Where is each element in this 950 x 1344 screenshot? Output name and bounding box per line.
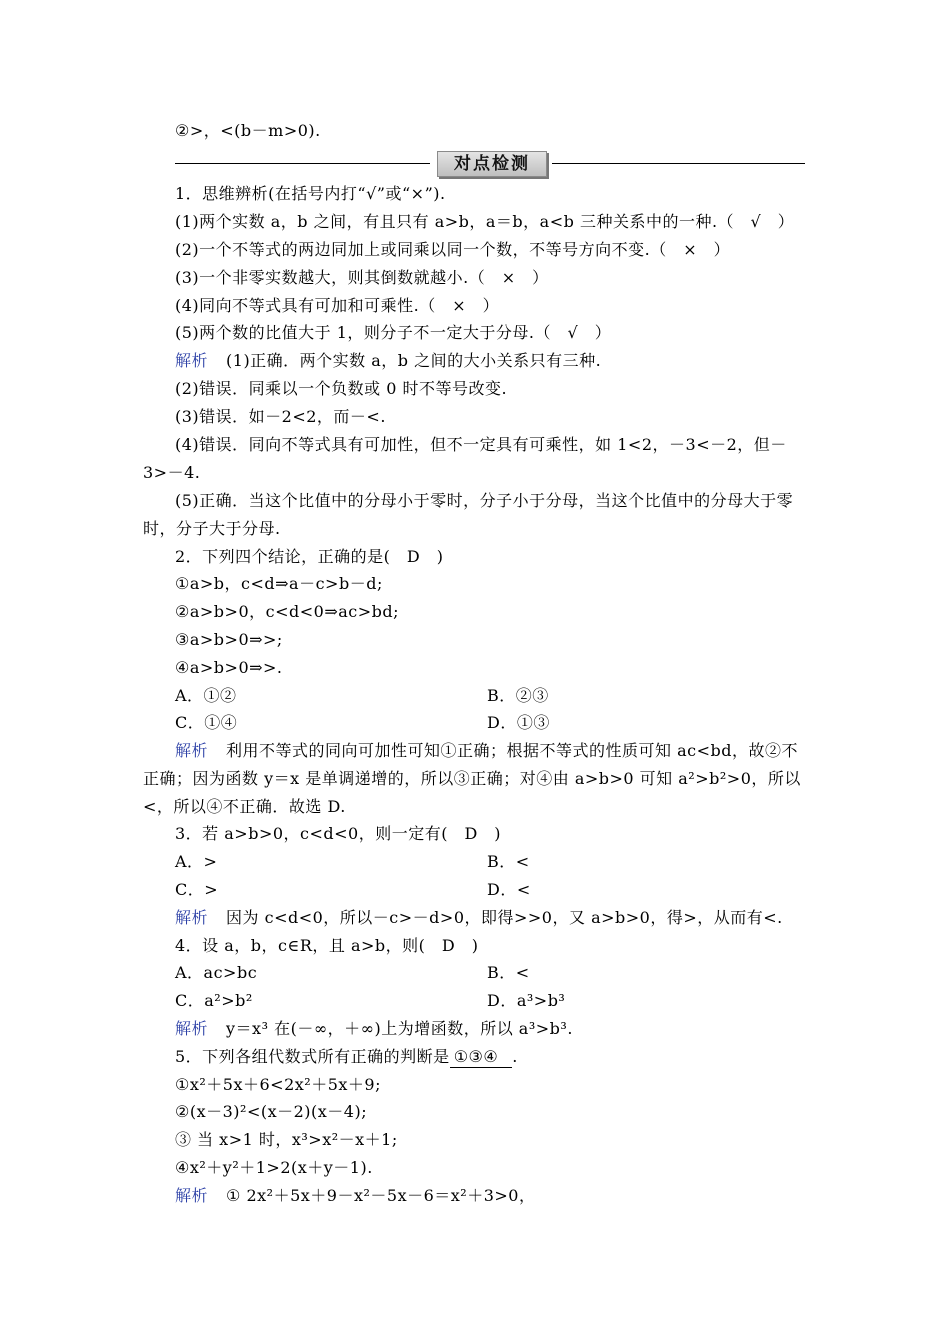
analysis-label: 解析 xyxy=(175,1186,209,1205)
question-2-item: ②a>b>0，c<d<0⇒ac>bd; xyxy=(175,602,400,621)
question-1-item-1: (1)两个实数 a，b 之间，有且只有 a>b，a＝b，a<b 三种关系中的一种.（ √ ） xyxy=(175,212,795,231)
analysis-label: 解析 xyxy=(175,351,209,370)
option-c: C．> xyxy=(175,880,219,899)
analysis-label: 解析 xyxy=(175,1019,209,1038)
analysis-1-line: (2)错误．同乘以一个负数或 0 时不等号改变. xyxy=(175,379,508,398)
option-b: B．< xyxy=(487,963,530,982)
option-b: B．< xyxy=(487,852,530,871)
answer-blank: ①③④ xyxy=(450,1047,513,1068)
analysis-5: 解析 ① 2x²＋5x＋9－x²－5x－6＝x²＋3>0， xyxy=(175,1186,536,1205)
question-1: 1．思维辨析(在括号内打“√”或“×”). xyxy=(175,184,446,203)
option-d: D．< xyxy=(487,880,531,899)
question-5-item: ③ 当 x>1 时，x³>x²－x＋1; xyxy=(175,1130,398,1149)
section-title: 对点检测 xyxy=(454,154,530,174)
question-2-item: ①a>b，c<d⇒a－c>b－d; xyxy=(175,574,383,593)
banner-right-rule xyxy=(552,163,805,164)
question-5: 5．下列各组代数式所有正确的判断是 ①③④ . xyxy=(175,1047,518,1066)
analysis-1-line: (4)错误．同向不等式具有可加性，但不一定具有可乘性，如 1<2，－3<－2，但－ xyxy=(175,435,787,454)
option-a: A．①② xyxy=(175,686,237,705)
option-c: C．①④ xyxy=(175,713,238,732)
option-d: D．①③ xyxy=(487,713,550,732)
question-5-item: ②(x－3)²<(x－2)(x－4); xyxy=(175,1102,368,1121)
question-5-item: ④x²＋y²＋1>2(x＋y－1). xyxy=(175,1158,373,1177)
option-d: D．a³>b³ xyxy=(487,991,566,1010)
banner-left-rule xyxy=(175,163,430,164)
question-2: 2．下列四个结论，正确的是( D ) xyxy=(175,547,444,566)
question-1-item-2: (2)一个不等式的两边同加上或同乘以同一个数，不等号方向不变.（ × ） xyxy=(175,240,731,259)
question-4: 4．设 a，b，c∈R，且 a>b，则( D ) xyxy=(175,936,479,955)
analysis-2-line: <，所以④不正确．故选 D. xyxy=(143,797,346,816)
analysis-4: 解析 y＝x³ 在(－∞，＋∞)上为增函数，所以 a³>b³. xyxy=(175,1019,573,1038)
question-5-item: ①x²＋5x＋6<2x²＋5x＋9; xyxy=(175,1075,381,1094)
question-2-item: ④a>b>0⇒>. xyxy=(175,658,283,677)
analysis-1-line: (3)错误．如－2<2，而－<. xyxy=(175,407,386,426)
question-3: 3．若 a>b>0，c<d<0，则一定有( D ) xyxy=(175,824,502,843)
question-1-item-3: (3)一个非零实数越大，则其倒数就越小.（ × ） xyxy=(175,268,549,287)
section-banner xyxy=(437,151,547,177)
option-a: A．> xyxy=(175,852,218,871)
analysis-3: 解析 因为 c<d<0，所以－c>－d>0，即得>>0，又 a>b>0，得>，从而有<. xyxy=(175,908,783,927)
question-1-item-5: (5)两个数的比值大于 1，则分子不一定大于分母.（ √ ） xyxy=(175,323,612,342)
option-a: A．ac>bc xyxy=(175,963,258,982)
analysis-1-line: 时，分子大于分母. xyxy=(143,519,281,538)
analysis-1: 解析 (1)正确．两个实数 a，b 之间的大小关系只有三种. xyxy=(175,351,602,370)
option-c: C．a²>b² xyxy=(175,991,253,1010)
analysis-2-line: 正确；因为函数 y＝x 是单调递增的，所以③正确；对④由 a>b>0 可知 a²>b²>0，所以 xyxy=(143,769,801,788)
text-line: ②>，<(b－m>0). xyxy=(175,121,321,140)
question-1-item-4: (4)同向不等式具有可加和可乘性.（ × ） xyxy=(175,296,500,315)
analysis-1-line: (5)正确．当这个比值中的分母小于零时，分子小于分母，当这个比值中的分母大于零 xyxy=(175,491,794,510)
analysis-label: 解析 xyxy=(175,908,209,927)
analysis-1-line: 3>－4. xyxy=(143,463,201,482)
analysis-label: 解析 xyxy=(175,741,209,760)
question-2-item: ③a>b>0⇒>; xyxy=(175,630,283,649)
analysis-2: 解析 利用不等式的同向可加性可知①正确；根据不等式的性质可知 ac<bd，故②不 xyxy=(175,741,798,760)
option-b: B．②③ xyxy=(487,686,549,705)
